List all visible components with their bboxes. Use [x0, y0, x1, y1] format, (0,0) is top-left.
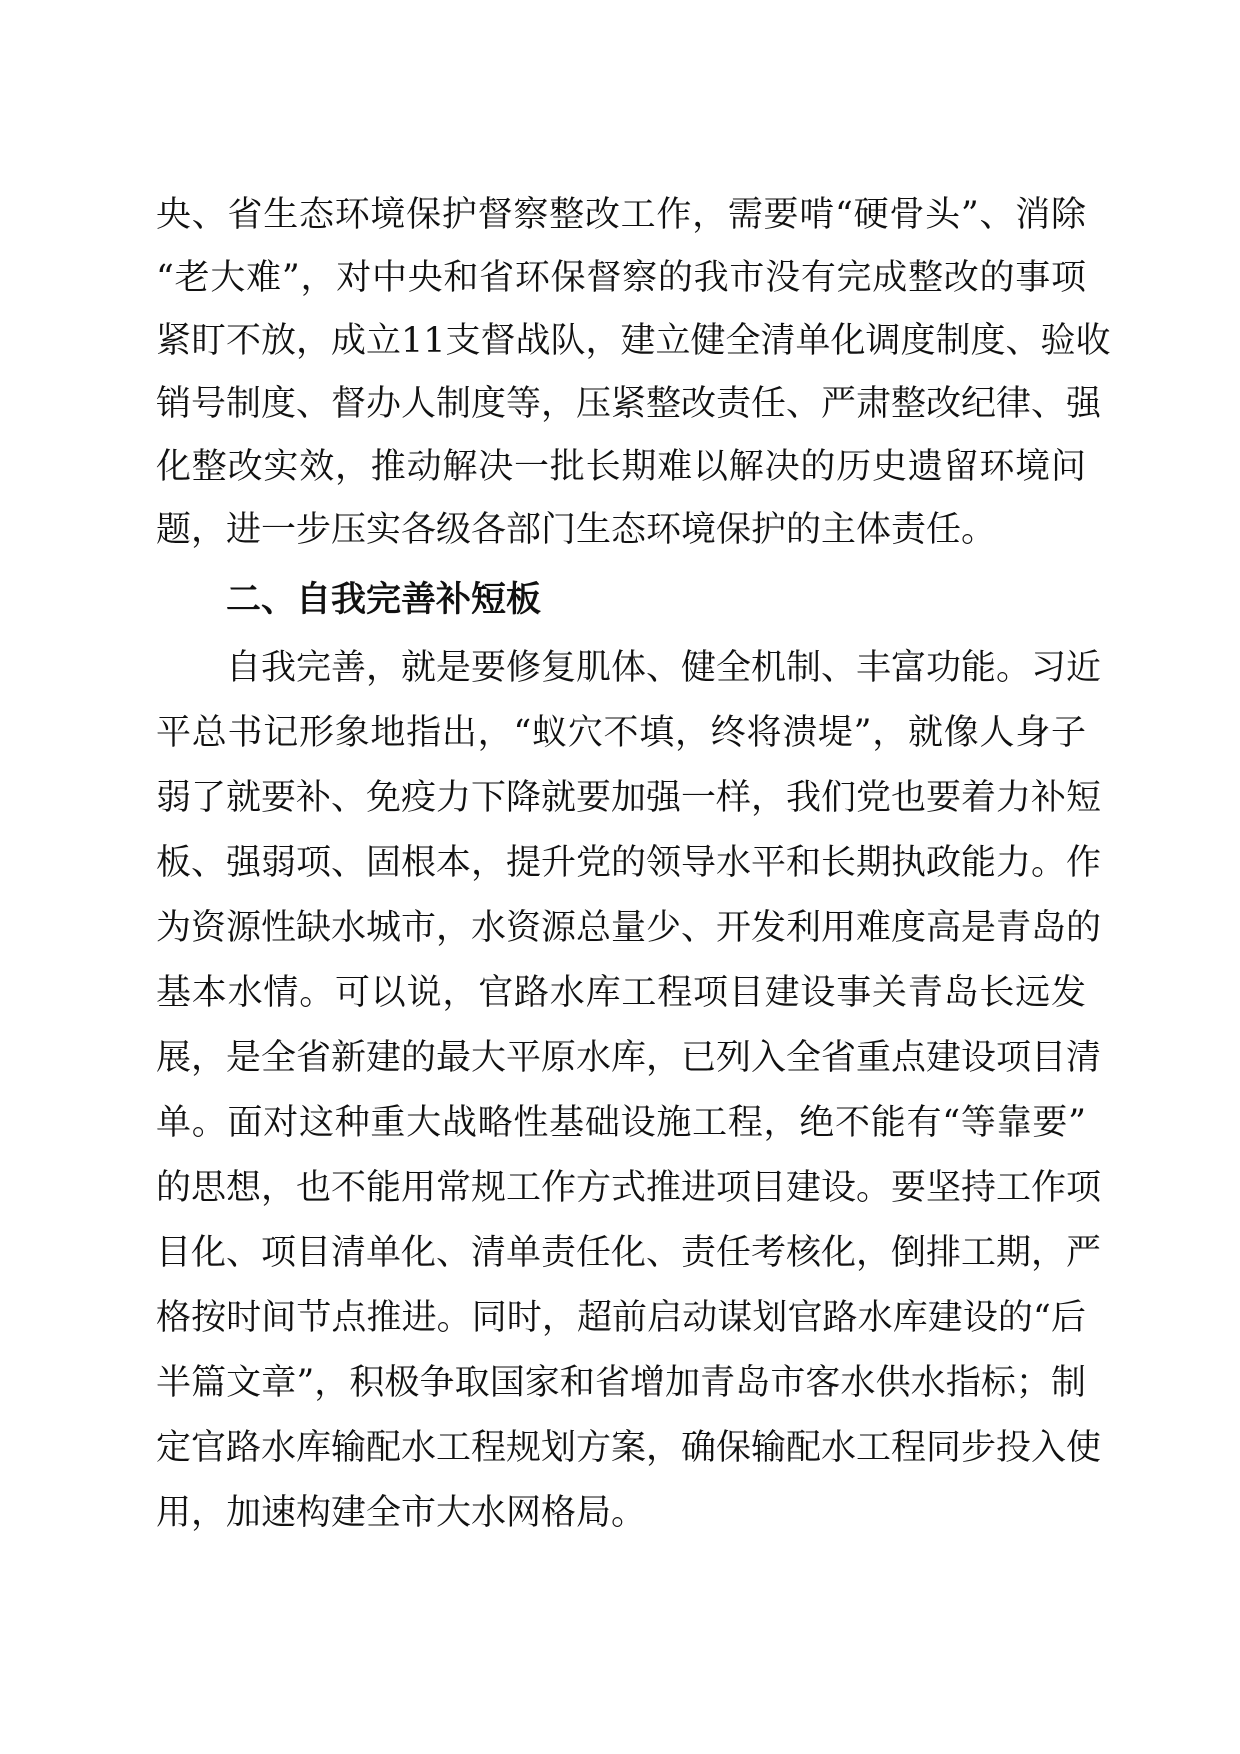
- paragraph-2-line-5: 为资源性缺水城市，水资源总量少、开发利用难度高是青岛的: [156, 908, 1102, 948]
- paragraph-2-line-10: 目化、项目清单化、清单责任化、责任考核化，倒排工期，严: [156, 1233, 1102, 1273]
- paragraph-1-line-2: “老大难”，对中央和省环保督察的我市没有完成整改的事项: [156, 258, 1086, 298]
- paragraph-1-line-5: 化整改实效，推动解决一批长期难以解决的历史遗留环境问: [156, 447, 1086, 487]
- paragraph-2-line-4: 板、强弱项、固根本，提升党的领导水平和长期执政能力。作: [156, 843, 1102, 883]
- paragraph-1-line-6: 题，进一步压实各级各部门生态环境保护的主体责任。: [156, 510, 997, 550]
- paragraph-2-line-9: 的思想，也不能用常规工作方式推进项目建设。要坚持工作项: [156, 1168, 1102, 1208]
- paragraph-2-line-6: 基本水情。可以说，官路水库工程项目建设事关青岛长远发: [156, 973, 1086, 1013]
- paragraph-2-line-8: 单。面对这种重大战略性基础设施工程，绝不能有“等靠要”: [156, 1103, 1086, 1143]
- paragraph-2-line-11: 格按时间节点推进。同时，超前启动谋划官路水库建设的“后: [156, 1298, 1086, 1338]
- paragraph-2-line-1: 自我完善，就是要修复肌体、健全机制、丰富功能。习近: [226, 648, 1102, 688]
- paragraph-2-line-7: 展，是全省新建的最大平原水库，已列入全省重点建设项目清: [156, 1038, 1102, 1078]
- paragraph-1-line-1: 央、省生态环境保护督察整改工作，需要啃“硬骨头”、消除: [156, 195, 1086, 235]
- paragraph-2-line-12: 半篇文章”，积极争取国家和省增加青岛市客水供水指标；制: [156, 1363, 1086, 1403]
- paragraph-2-line-13: 定官路水库输配水工程规划方案，确保输配水工程同步投入使: [156, 1428, 1102, 1468]
- paragraph-2-line-3: 弱了就要补、免疫力下降就要加强一样，我们党也要着力补短: [156, 778, 1102, 818]
- section-heading-2: 二、自我完善补短板: [226, 580, 542, 620]
- paragraph-1-line-4: 销号制度、督办人制度等，压紧整改责任、严肃整改纪律、强: [156, 384, 1102, 424]
- paragraph-1-line-3: 紧盯不放，成立11支督战队，建立健全清单化调度制度、验收: [156, 321, 1111, 361]
- paragraph-2-line-2: 平总书记形象地指出，“蚁穴不填，终将溃堤”，就像人身子: [156, 713, 1086, 753]
- paragraph-2-line-14: 用，加速构建全市大水网格局。: [156, 1493, 647, 1533]
